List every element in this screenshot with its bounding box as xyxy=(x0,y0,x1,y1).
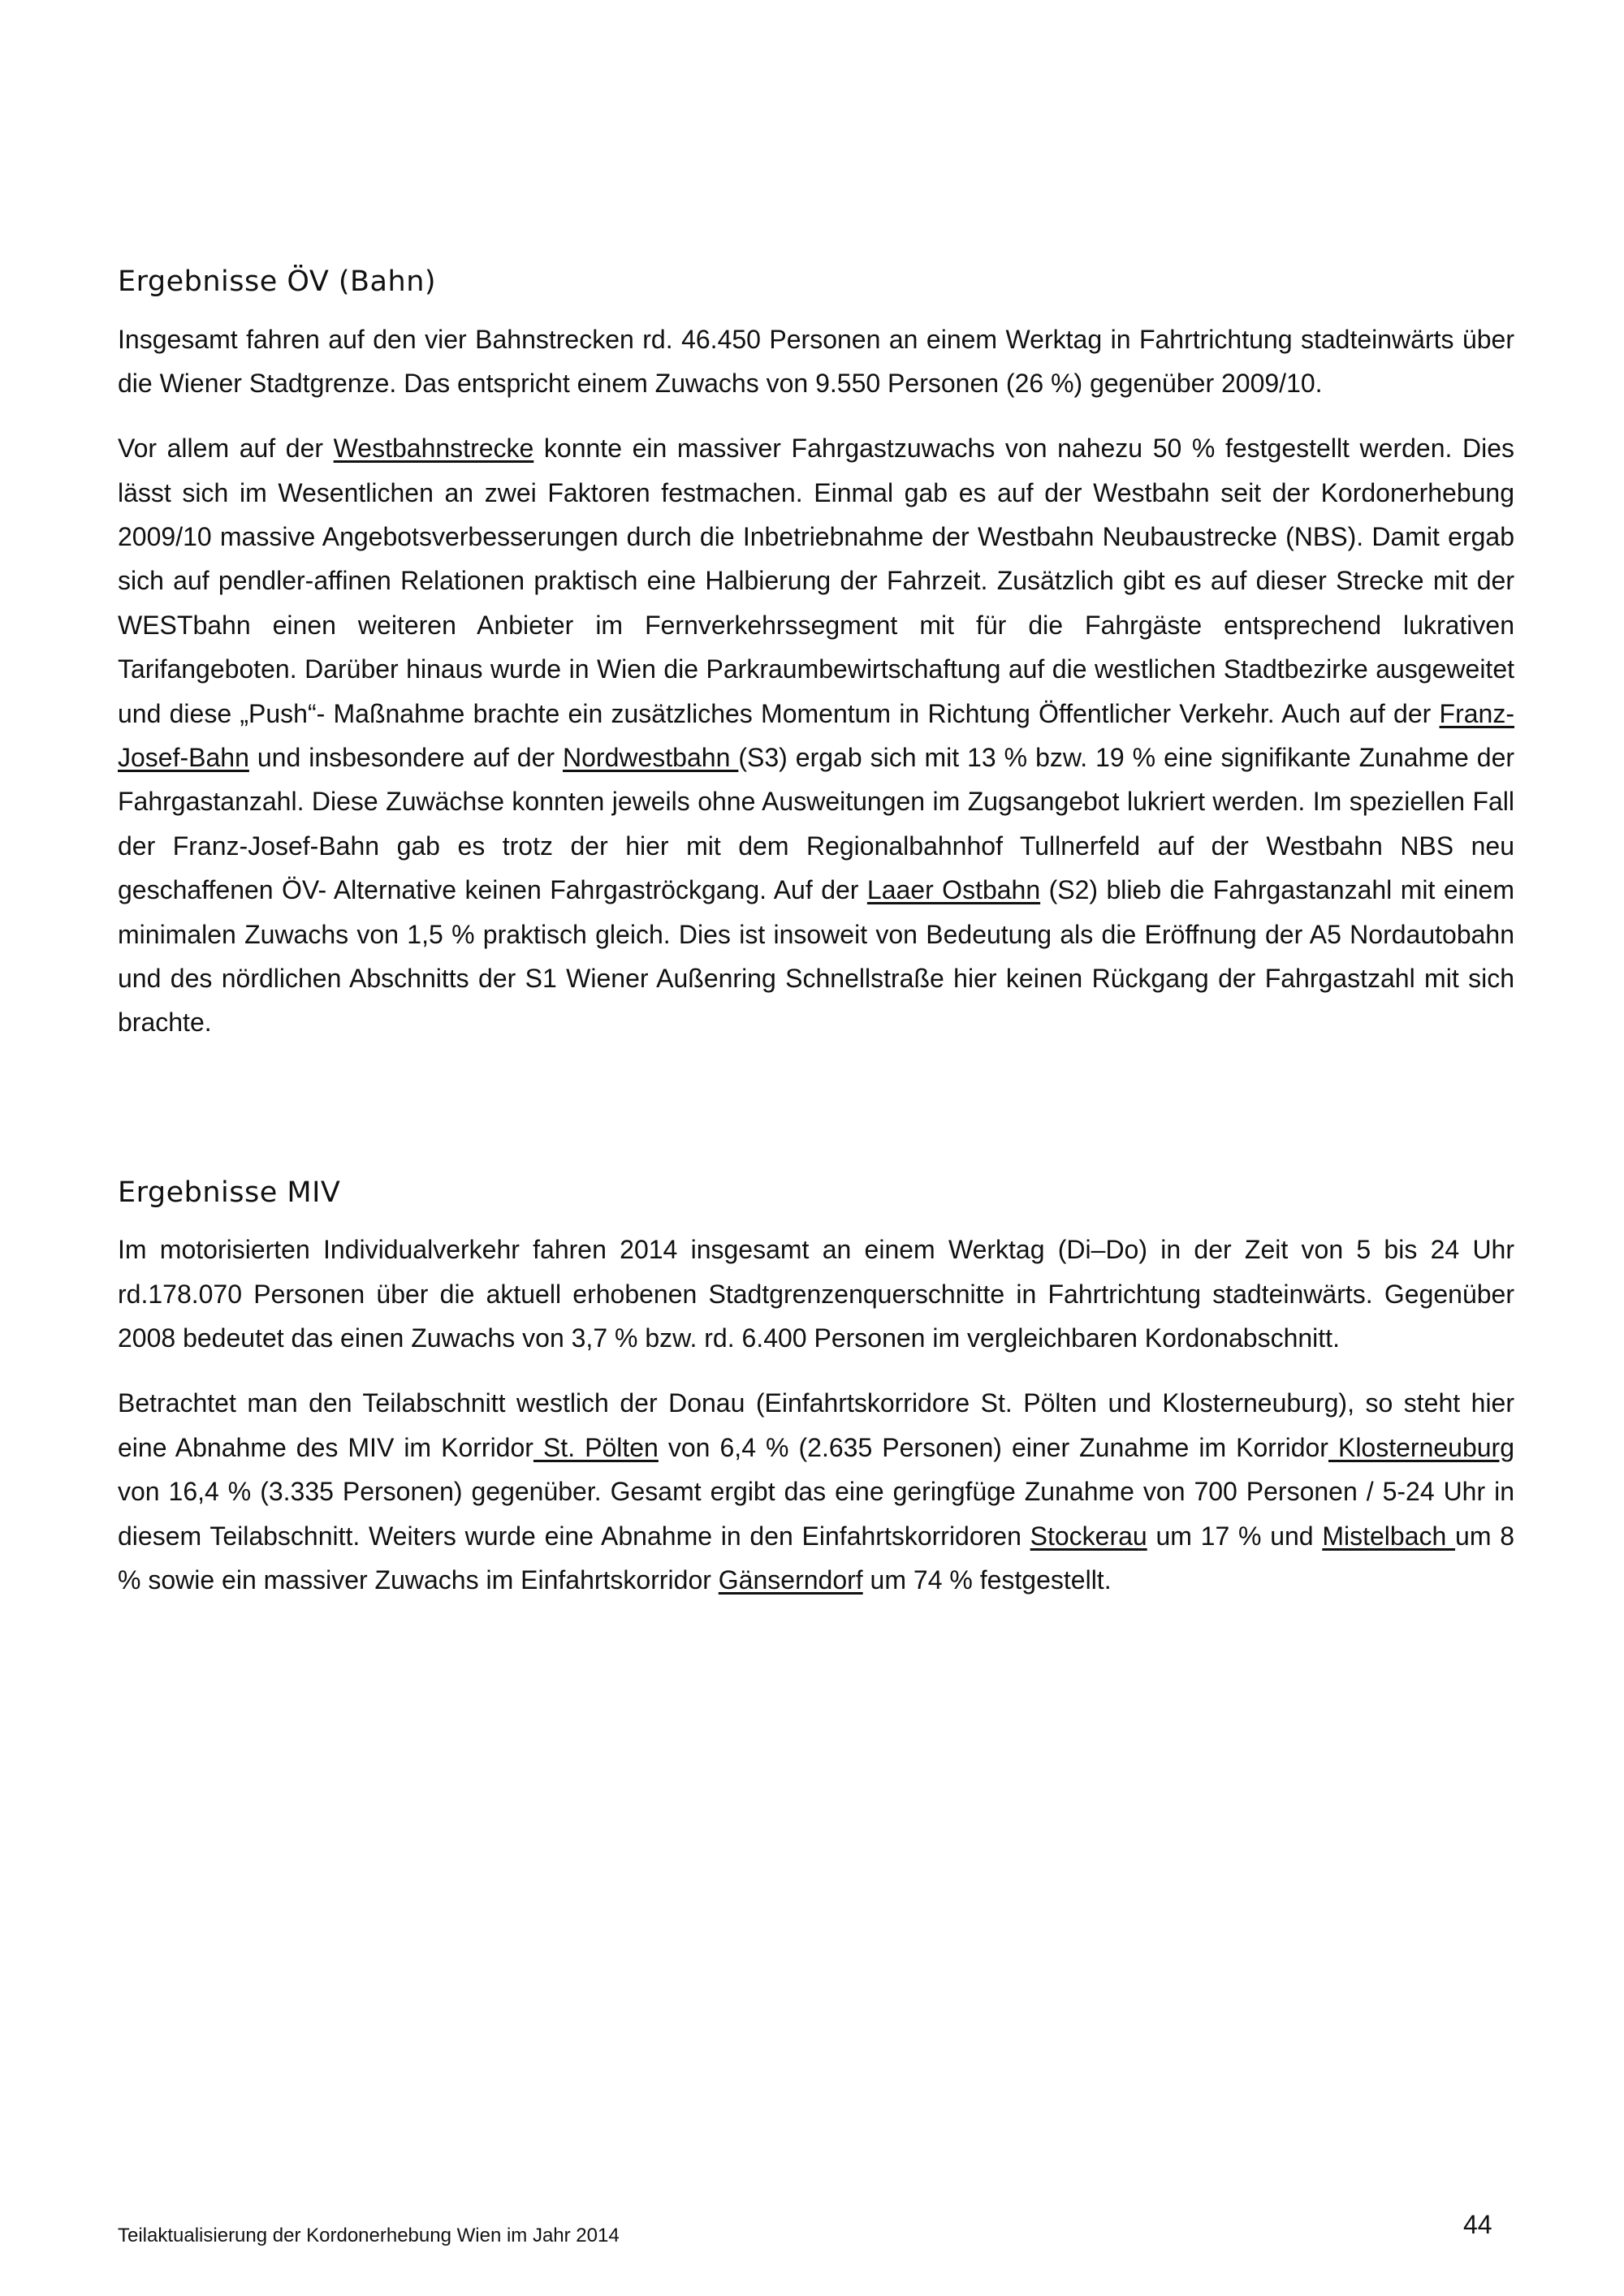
text-run: um 17 % und xyxy=(1147,1521,1323,1551)
laaer-ostbahn-link: Laaer Ostbahn xyxy=(866,875,1041,905)
text-run: konnte ein massiver Fahrgastzuwachs von nahezu 50 % festgestellt werden. Dies lässt sich im Wesentlichen an zwei Faktoren festmachen. Einmal gab es auf der Westbahn seit der Kordonerhebung 2009/10 massive Angebotsverbesserungen durch die Inbetriebnahme der Westbahn Neubaustrecke (NBS). Damit ergab sich auf pendler-affinen Relationen praktisch eine Halbierung der Fahrzeit. Zusätzlich gibt es auf dieser Strecke mit der WESTbahn einen weiteren Anbieter im Fernverkehrssegment mit für die Fahrgäste entsprechend lukrativen Tarifangeboten. Darüber hinaus wurde in Wien die Parkraumbewirtschaftung auf die westlichen Stadtbezirke ausgeweitet und diese „Push“- Maßnahme brachte ein zusätzliches Momentum in Richtung Öffentlicher Verkehr. Auch auf der xyxy=(118,434,1515,728)
text-run: und insbesondere auf der xyxy=(248,743,564,773)
mistelbach-link: Mistelbach xyxy=(1322,1521,1456,1551)
text-run: Vor allem auf der xyxy=(118,434,334,464)
paragraph-miv-summary: Im motorisierten Individualverkehr fahren 2014 insgesamt an einem Werktag (Di–Do) in der Zeit von 5 bis 24 Uhr rd.178.070 Personen über die aktuell erhobenen Stadtgrenzenquerschnitte in Fahrtrichtung stadteinwärts. Gegenüber 2008 bedeutet das einen Zuwachs von 3,7 % bzw. rd. 6.400 Personen im vergleichbaren Kordonabschnitt. xyxy=(118,1235,1514,1353)
text-run: (S3) ergab sich mit 13 % bzw. 19 % eine signifikante Zunahme der Fahrgastanzahl. Diese Zuwächse konnten jeweils ohne Ausweitungen im Zugsangebot lukriert werden. Im speziellen Fall der Franz-Josef-Bahn gab es trotz der hier mit dem Regionalbahnhof Tullnerfeld auf der Westbahn NBS neu geschaffenen ÖV- Alternative keinen Fahrgaströckgang. Auf der xyxy=(118,743,1515,905)
text-run: von 16,4 % (3.335 Personen) gegenüber. Gesamt ergibt das eine geringfüge Zunahme von 700 Personen / 5-24 Uhr in diesem Teilabschnitt. Weiters wurde eine Abnahme in den Einfahrtskorridoren xyxy=(118,1477,1514,1551)
gaenserndorf-link: Gänserndorf xyxy=(718,1564,863,1595)
heading-miv: Ergebnisse MIV xyxy=(118,1176,341,1209)
franz-josef-bahn-link: Franz-Josef-Bahn xyxy=(118,698,1514,773)
text-run: um 8 % sowie ein massiver Zuwachs im Einfahrtskorridor xyxy=(118,1521,1515,1595)
text-run: (S2) blieb die Fahrgastanzahl mit einem minimalen Zuwachs von 1,5 % praktisch gleich. Dies ist insoweit von Bedeutung als die Eröffnung der A5 Nordautobahn und des nördlichen Abschnitts der S1 Wiener Außenring Schnellstraße hier keinen Rückgang der Fahrgastzahl mit sich brachte. xyxy=(118,875,1515,1038)
heading-oev-bahn: Ergebnisse ÖV (Bahn) xyxy=(118,265,437,298)
westbahnstrecke-link: Westbahnstrecke xyxy=(333,434,534,464)
klosterneuburg-link: Klosterneuburg xyxy=(1328,1432,1515,1462)
stockerau-link: Stockerau xyxy=(1030,1521,1147,1551)
text-run: Betrachtet man den Teilabschnitt westlich der Donau (Einfahrtskorridore St. Pölten und Klosterneuburg), so steht hier eine Abnahme des MIV im Korridor xyxy=(118,1388,1514,1462)
st-poelten-link: St. Pölten xyxy=(533,1432,659,1462)
paragraph-oev-details xyxy=(118,426,1514,1044)
nordwestbahn-link: Nordwestbahn xyxy=(563,743,739,773)
text-run: um 74 % festgestellt. xyxy=(862,1564,1112,1595)
footer-text: Teilaktualisierung der Kordonerhebung Wien im Jahr 2014 xyxy=(118,2225,620,2246)
page-number: 44 xyxy=(1463,2210,1492,2239)
page-content xyxy=(118,264,1514,1602)
text-run: von 6,4 % (2.635 Personen) einer Zunahme im Korridor xyxy=(658,1432,1328,1462)
paragraph-miv-details xyxy=(118,1381,1514,1602)
paragraph-oev-summary: Insgesamt fahren auf den vier Bahnstrecken rd. 46.450 Personen an einem Werktag in Fahrtrichtung stadteinwärts über die Wiener Stadtgrenze. Das entspricht einem Zuwachs von 9.550 Personen (26 %) gegenüber 2009/10. xyxy=(118,324,1514,398)
